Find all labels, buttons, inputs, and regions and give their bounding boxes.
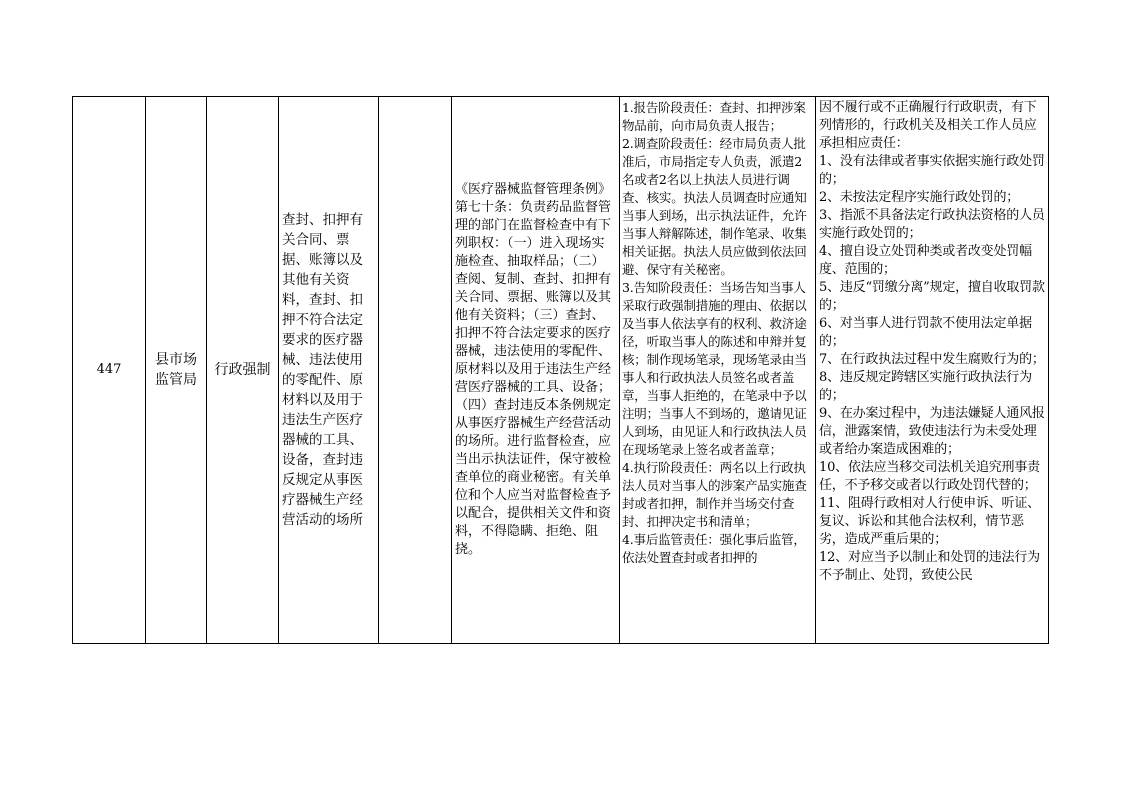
cell-category <box>207 97 278 643</box>
cell-legal-basis <box>452 97 619 643</box>
cell-responsibility <box>620 97 815 643</box>
legal-basis-text: 《医疗器械监督管理条例》第七十条：负责药品监督管理的部门在监督检查中有下列职权：（一）进入现场实施检查、抽取样品；（二）查阅、复制、查封、扣押有关合同、票据、账簿以及其他有关资料；（三）查封、扣押不符合法定要求的医疗器械，违法使用的零配件、原材料以及用于违法生产经营医疗器械的工具、设备；（四）查封违反本条例规定从事医疗器械生产经营活动的场所。进行监督检查，应当出示执法证件，保守被检查单位的商业秘密。有关单位和个人应当对监督检查予以配合，提供相关文件和资料，不得隐瞒、拒绝、阻挠。 <box>455 182 612 557</box>
cell-item-name <box>279 97 378 643</box>
cell-accountability <box>816 97 1048 643</box>
item-name: 查封、扣押有关合同、票据、账簿以及其他有关资料，查封、扣押不符合法定要求的医疗器械、违法使用的零配件、原材料以及用于违法生产医疗器械的工具、设备，查封违反规定从事医疗器械生产经营活动的场所 <box>282 212 363 528</box>
power-category: 行政强制 <box>214 362 271 378</box>
row-index: 447 <box>96 362 122 377</box>
responsibility-text: 1.报告阶段责任：查封、扣押涉案物品前，向市局负责人报告； 2.调查阶段责任：经市局负责人批准后，市局指定专人负责，派遣2名或者2名以上执法人员进行调查、核实。执法人员调查时应通知当事人到场，出示执法证件，允许当事人辩解陈述，制作笔录、收集相关证据。执法人员应做到依法回避、保守有关秘密。 3.告知阶段责任：当场告知当事人采取行政强制措施的理由、依据以及当事人依法享有的权利、救济途径，听取当事人的陈述和申辩并复核；制作现场笔录，现场笔录由当事人和行政执法人员签名或者盖章，当事人拒绝的，在笔录中予以注明；当事人不到场的，邀请见证人到场，由见证人和行政执法人员在现场笔录上签名或者盖章； 4.执行阶段责任：两名以上行政执法人员对当事人的涉案产品实施查封或者扣押，制作并当场交付查封、扣押决定书和清单； 4.事后监管责任：强化事后监管，依法处置查封或者扣押的 <box>622 100 807 565</box>
cell-sub-item <box>379 97 451 643</box>
cell-department <box>146 97 206 643</box>
power-list-table <box>72 96 1049 644</box>
department-name: 县市场 监管局 <box>155 352 197 388</box>
cell-index <box>73 97 145 643</box>
accountability-text: 因不履行或不正确履行行政职责，有下列情形的，行政机关及相关工作人员应承担相应责任： 1、没有法律或者事实依据实施行政处罚的； 2、未按法定程序实施行政处罚的； 3、指派不具备法定行政执法资格的人员实施行政处罚的； 4、擅自设立处罚种类或者改变处罚幅度、范围的； 5、违反“罚缴分离”规定，擅自收取罚款的； 6、对当事人进行罚款不使用法定单据的； 7、在行政执法过程中发生腐败行为的； 8、违反规定跨辖区实施行政执法行为的； 9、在办案过程中，为违法嫌疑人通风报信，泄露案情，致使违法行为未受处理或者给办案造成困难的； 10、依法应当移交司法机关追究刑事责任，不予移交或者以行政处罚代替的； 11、阻碍行政相对人行使申诉、听证、复议、诉讼和其他合法权利，情节恶劣，造成严重后果的； 12、对应当予以制止和处罚的违法行为不予制止、处罚，致使公民 <box>819 100 1045 583</box>
